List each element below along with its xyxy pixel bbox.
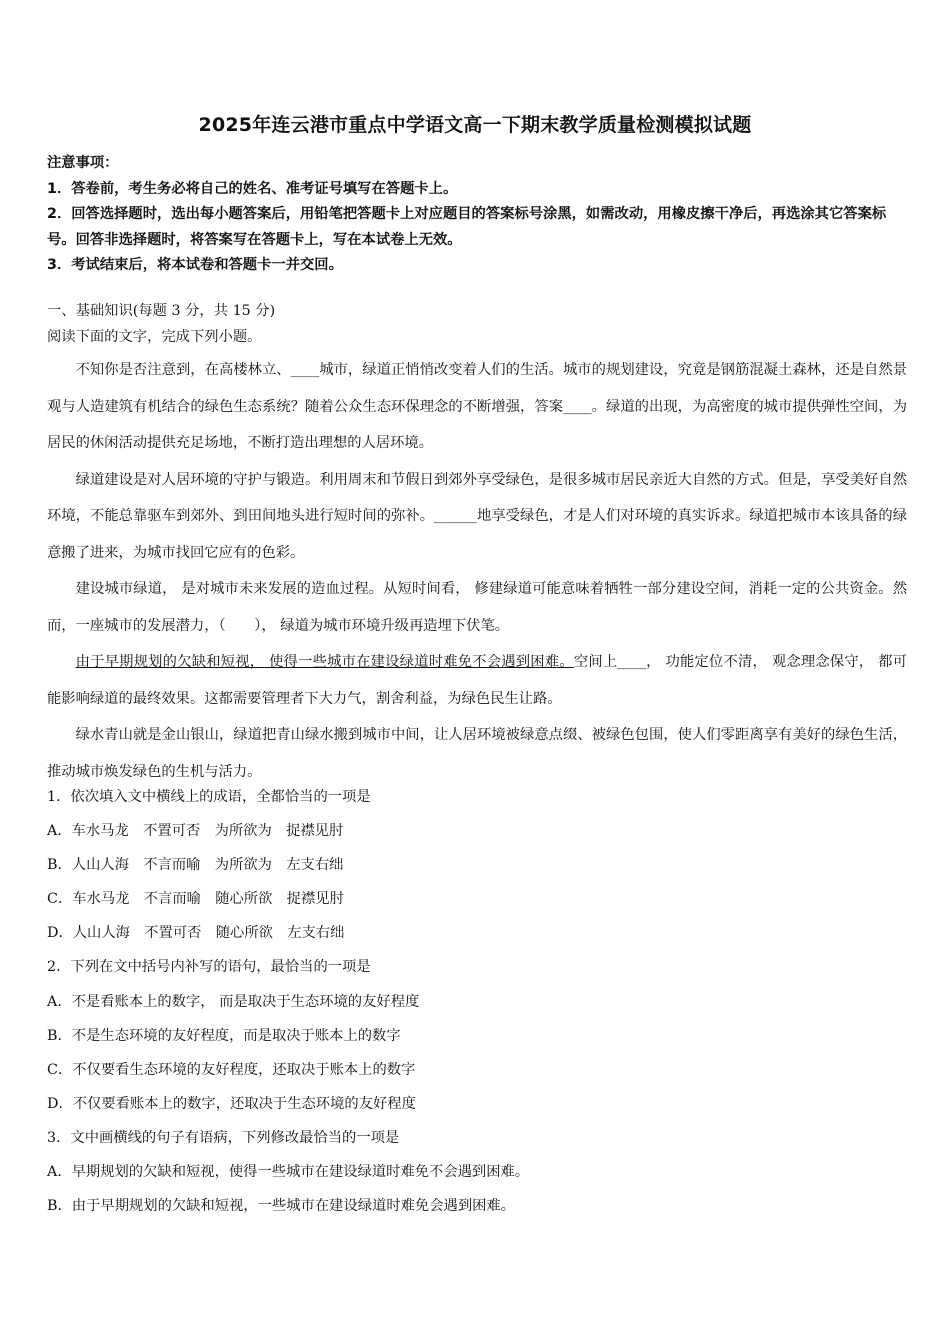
question-stem: 1．依次填入文中横线上的成语，全都恰当的一项是 [47,789,371,805]
answer-option: C．车水马龙 不言而喻 随心所欲 捉襟见肘 [47,891,344,908]
passage-paragraph [47,644,907,717]
passage-paragraph: 建设城市绿道， 是对城市未来发展的造血过程。从短时间看， 修建绿道可能意味着牺牲一部分建设空间，消耗一定的公共资金。然而，一座城市的发展潜力，（ ）， 绿道为城市环境升级再造埋下伏笔。 [47,581,907,634]
notice-item: 1．答卷前，考生务必将自己的姓名、准考证号填写在答题卡上。 [47,180,458,197]
section-instruction: 阅读下面的文字，完成下列小题。 [47,329,262,345]
section-header [47,298,907,350]
section-heading: 一、基础知识(每题 3 分，共 15 分) [47,303,276,319]
answer-option: B．由于早期规划的欠缺和短视，一些城市在建设绿道时难免会遇到困难。 [47,1198,516,1215]
answer-option: C．不仅要看生态环境的友好程度，还取决于账本上的数字 [47,1061,416,1078]
passage-paragraph: 不知你是否注意到，在高楼林立、____城市，绿道正悄悄改变着人们的生活。城市的规划建设，究竟是钢筋混凝土森林，还是自然景观与人造建筑有机结合的绿色生态系统？随着公众生态环保理念的不断增强，答案____。绿道的出现，为高密度的城市提供弹性空间，为居民的休闲活动提供充足场地，不断打造出理想的人居环境。 [47,362,907,451]
answer-option: D．不仅要看账本上的数字，还取决于生态环境的友好程度 [47,1095,416,1112]
question-stem: 2．下列在文中括号内补写的语句，最恰当的一项是 [47,959,371,976]
answer-option: B．不是生态环境的友好程度，而是取决于账本上的数字 [47,1027,401,1044]
question-list [47,780,907,1223]
passage-paragraph: 绿道建设是对人居环境的守护与锻造。利用周末和节假日到郊外享受绿色，是很多城市居民亲近大自然的方式。但是，享受美好自然环境，不能总靠驱车到郊外、到田间地头进行短时间的弥补。______地享受绿色，才是人们对环境的真实诉求。绿道把城市本该具备的绿意搬了进来，为城市找回它应有的色彩。 [47,471,907,561]
answer-option: A．早期规划的欠缺和短视，使得一些城市在建设绿道时难免不会遇到困难。 [47,1164,530,1181]
question-stem: 3．文中画横线的句子有语病，下列修改最恰当的一项是 [47,1129,400,1146]
notice-item: 2．回答选择题时，选出每小题答案后，用铅笔把答题卡上对应题目的答案标号涂黑，如需改动，用橡皮擦干净后，再选涂其它答案标号。回答非选择题时，将答案写在答题卡上，写在本试卷上无效。 [47,206,887,248]
reading-passage [47,352,907,790]
notice-heading: 注意事项： [47,155,119,171]
underlined-sentence: 由于早期规划的欠缺和短视， 使得一些城市在建设绿道时难免不会遇到困难。 [75,654,574,670]
answer-option: A．不是看账本上的数字， 而是取决于生态环境的友好程度 [47,993,420,1010]
passage-text: 空间上____， 功能定位不清， 观念理念保守， 都可能影响绿道的最终效果。这都需要管理者下大力气，割舍利益，为绿色民生让路。 [47,654,907,707]
notice-item: 3．考试结束后，将本试卷和答题卡一并交回。 [47,257,343,273]
answer-option: A．车水马龙 不置可否 为所欲为 捉襟见肘 [47,823,344,840]
passage-paragraph: 绿水青山就是金山银山，绿道把青山绿水搬到城市中间，让人居环境被绿意点缀、被绿色包围，使人们零距离享有美好的绿色生活，推动城市焕发绿色的生机与活力。 [47,727,907,780]
page-title: 2025年连云港市重点中学语文高一下期末教学质量检测模拟试题 [198,114,752,136]
answer-option: B．人山人海 不言而喻 为所欲为 左支右绌 [47,857,344,874]
answer-option: D．人山人海 不置可否 随心所欲 左支右绌 [47,925,345,942]
notice-block [47,151,907,279]
